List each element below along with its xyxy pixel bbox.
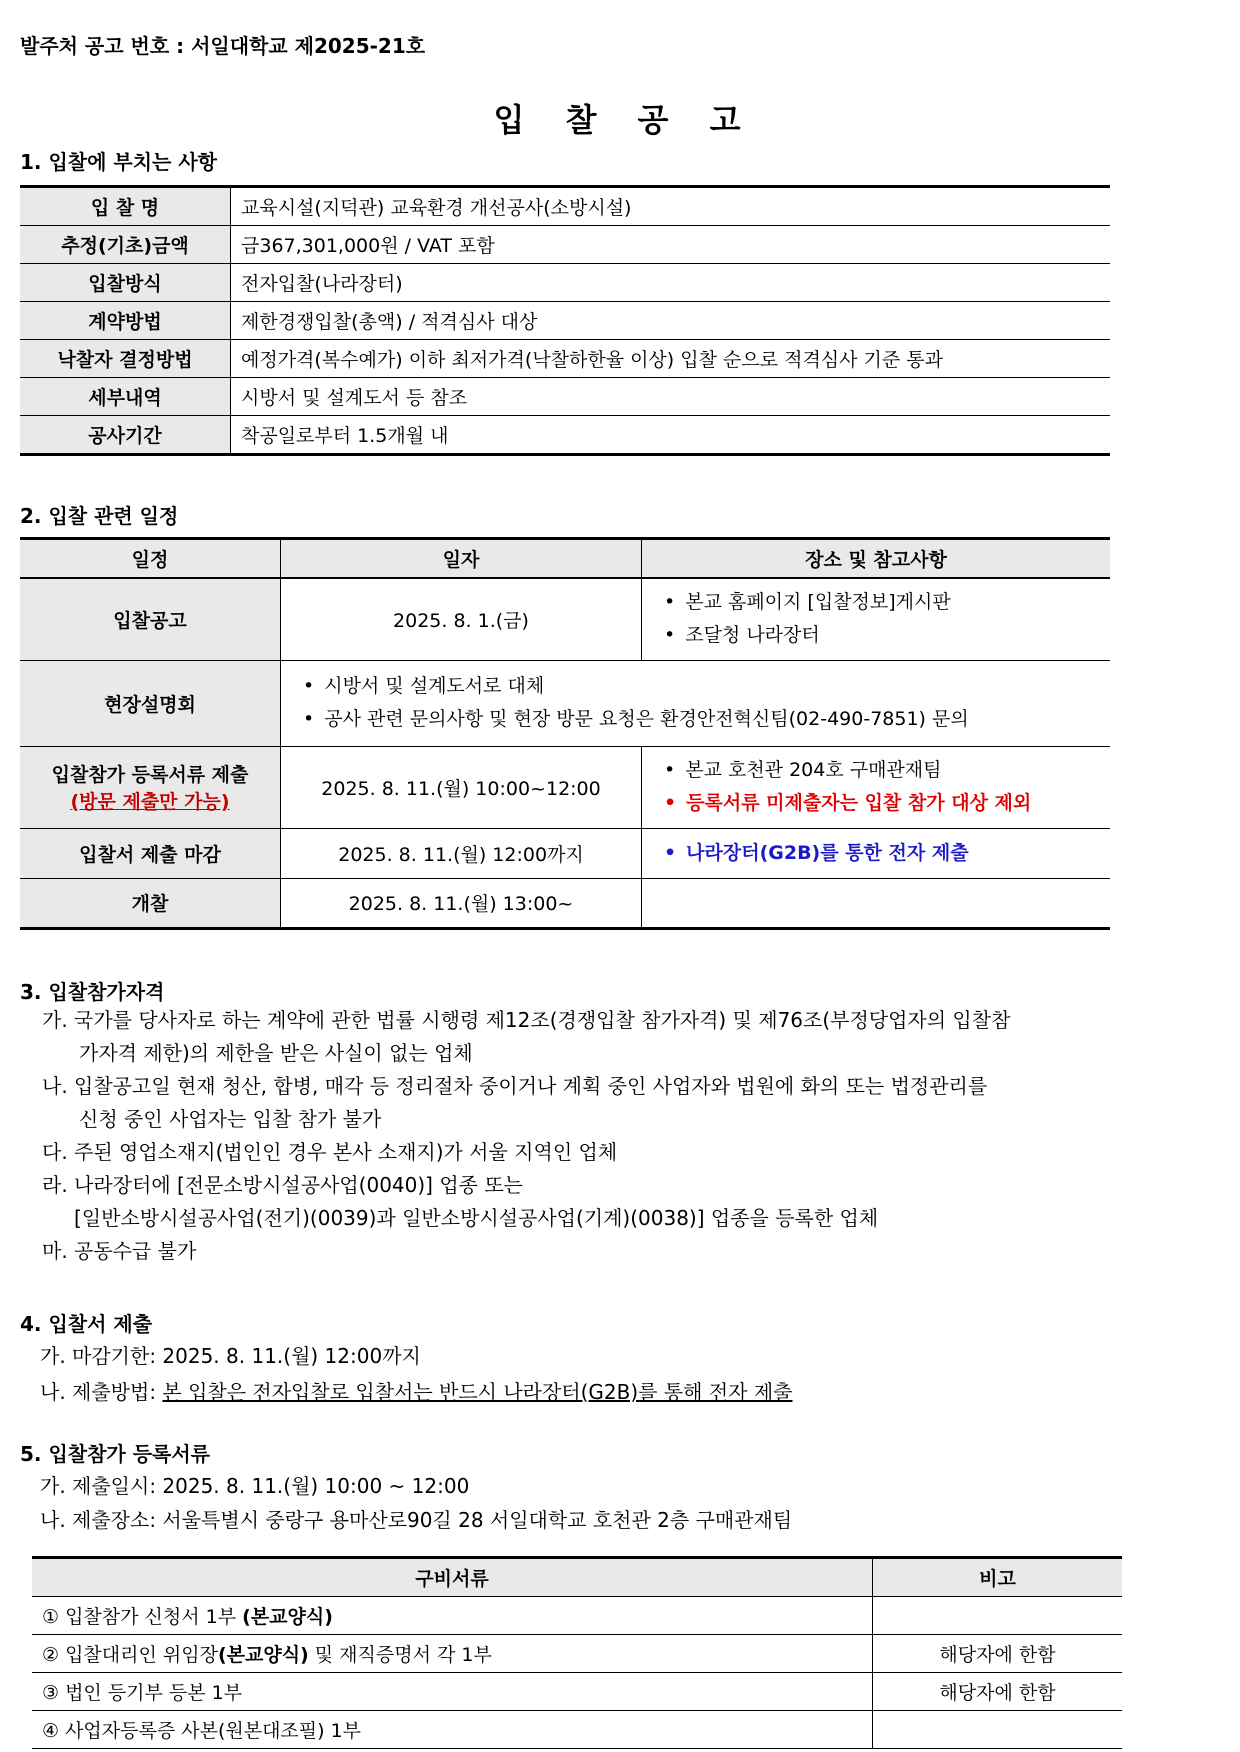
notes-cell <box>281 660 1111 746</box>
document-title: 입 찰 공 고 <box>493 101 747 139</box>
doc-form-note: (본교양식) <box>217 1644 309 1666</box>
date-cell: 2025. 8. 1.(금) <box>281 578 642 660</box>
table-row <box>20 302 1110 340</box>
bid-info-table <box>20 185 1110 456</box>
doc-text: ① 입찰참가 신청서 1부 <box>42 1606 243 1628</box>
doc-note: 해당자에 한함 <box>873 1635 1123 1673</box>
visit-only-note: (방문 제출만 가능) <box>70 791 230 813</box>
notice-number: 발주처 공고 번호 : 서일대학교 제2025-21호 <box>20 34 426 58</box>
row-label: 세부내역 <box>20 378 231 416</box>
note-item: • 본교 홈페이지 [입찰정보]게시판 <box>668 586 1100 619</box>
schedule-table <box>20 537 1110 930</box>
date-cell: 2025. 8. 11.(월) 13:00~ <box>281 878 642 928</box>
notes-cell <box>642 578 1111 660</box>
row-label: 공사기간 <box>20 416 231 455</box>
table-row <box>20 878 1110 928</box>
doc-cell <box>32 1635 873 1673</box>
doc-form-note: (본교양식) <box>242 1606 333 1628</box>
doc-note: 해당자에 한함 <box>873 1673 1123 1711</box>
section5-heading: 5. 입찰참가 등록서류 <box>20 1442 210 1466</box>
table-row <box>20 828 1110 878</box>
note-item: • 본교 호천관 204호 구매관재팀 <box>668 754 1100 787</box>
table-row <box>20 746 1110 828</box>
warning-note: • 등록서류 미제출자는 입찰 참가 대상 제외 <box>668 787 1100 820</box>
table-row <box>20 660 1110 746</box>
doc-text: ④ 사업자등록증 사본(원본대조필) 1부 <box>42 1720 362 1742</box>
table-row <box>20 378 1110 416</box>
date-cell: 2025. 8. 11.(월) 10:00~12:00 <box>281 746 642 828</box>
row-value: 금367,301,000원 / VAT 포함 <box>231 226 1111 264</box>
schedule-cell: 개찰 <box>20 878 281 928</box>
table-row <box>32 1711 1122 1749</box>
submission-deadline: 가. 마감기한: 2025. 8. 11.(월) 12:00까지 <box>40 1344 421 1368</box>
table-row <box>32 1597 1122 1635</box>
col-header: 비고 <box>873 1558 1123 1597</box>
docs-place: 나. 제출장소: 서울특별시 중랑구 용마산로90길 28 서일대학교 호천관 2층 구매관재팀 <box>40 1508 793 1532</box>
table-row <box>20 264 1110 302</box>
table-row <box>32 1673 1122 1711</box>
row-label: 추정(기초)금액 <box>20 226 231 264</box>
required-docs-table <box>32 1556 1122 1749</box>
schedule-cell: 입찰서 제출 마감 <box>20 828 281 878</box>
list-item: 마. 공동수급 불가 <box>42 1239 197 1263</box>
row-label: 입찰방식 <box>20 264 231 302</box>
list-item: 나. 입찰공고일 현재 청산, 합병, 매각 등 정리절차 중이거나 계획 중인 사업자와 법원에 화의 또는 법정관리를 <box>42 1074 988 1098</box>
row-label: 계약방법 <box>20 302 231 340</box>
row-value: 예정가격(복수예가) 이하 최저가격(낙찰하한율 이상) 입찰 순으로 적격심사 기준 통과 <box>231 340 1111 378</box>
list-item: 라. 나라장터에 [전문소방시설공사업(0040)] 업종 또는 <box>42 1173 523 1197</box>
g2b-note: • 나라장터(G2B)를 통한 전자 제출 <box>668 837 1100 870</box>
list-item: 다. 주된 영업소재지(법인인 경우 본사 소재지)가 서울 지역인 업체 <box>42 1140 618 1164</box>
row-label: 입 찰 명 <box>20 187 231 226</box>
section2-heading: 2. 입찰 관련 일정 <box>20 504 179 528</box>
col-header: 구비서류 <box>32 1558 873 1597</box>
row-label: 낙찰자 결정방법 <box>20 340 231 378</box>
table-row <box>20 187 1110 226</box>
submission-method <box>40 1376 792 1409</box>
table-row <box>20 416 1110 455</box>
row-value: 착공일로부터 1.5개월 내 <box>241 425 449 447</box>
note-item: • 시방서 및 설계도서로 대체 <box>307 670 1100 703</box>
row-value: 제한경쟁입찰(총액) / 적격심사 대상 <box>231 302 1111 340</box>
list-item-cont: 가자격 제한)의 제한을 받은 사실이 없는 업체 <box>79 1041 473 1065</box>
doc-text: ③ 법인 등기부 등본 1부 <box>42 1682 243 1704</box>
row-value: 전자입찰(나라장터) <box>231 264 1111 302</box>
table-row <box>20 340 1110 378</box>
list-item-cont: 신청 중인 사업자는 입찰 참가 불가 <box>79 1107 382 1131</box>
doc-cell <box>32 1711 873 1749</box>
doc-text: ② 입찰대리인 위임장 <box>42 1644 218 1666</box>
schedule-label: 입찰참가 등록서류 제출 <box>51 764 249 786</box>
note-item: • 조달청 나라장터 <box>668 619 1100 652</box>
table-row <box>32 1635 1122 1673</box>
notes-cell <box>642 828 1111 878</box>
table-header-row <box>32 1558 1122 1597</box>
docs-date: 가. 제출일시: 2025. 8. 11.(월) 10:00 ~ 12:00 <box>40 1474 470 1498</box>
doc-cell <box>32 1673 873 1711</box>
section1-heading: 1. 입찰에 부치는 사항 <box>20 150 217 174</box>
date-cell: 2025. 8. 11.(월) 12:00까지 <box>281 828 642 878</box>
notes-cell <box>642 746 1111 828</box>
doc-note <box>873 1597 1123 1635</box>
list-item-cont: [일반소방시설공사업(전기)(0039)과 일반소방시설공사업(기계)(0038)] 업종을 등록한 업체 <box>74 1206 879 1230</box>
method-value: 본 입찰은 전자입찰로 입찰서는 반드시 나라장터(G2B)를 통해 전자 제출 <box>162 1380 793 1404</box>
row-value: 교육시설(지덕관) 교육환경 개선공사(소방시설) <box>231 187 1111 226</box>
list-item: 가. 국가를 당사자로 하는 계약에 관한 법률 시행령 제12조(경쟁입찰 참가자격) 및 제76조(부정당업자의 입찰참 <box>42 1008 1011 1032</box>
qualification-list <box>42 1004 1122 1268</box>
doc-note <box>873 1711 1123 1749</box>
doc-cell <box>32 1597 873 1635</box>
method-label: 나. 제출방법: <box>40 1380 163 1404</box>
schedule-cell <box>20 746 281 828</box>
table-row <box>20 226 1110 264</box>
section3-heading: 3. 입찰참가자격 <box>20 980 165 1004</box>
note-item: • 공사 관련 문의사항 및 현장 방문 요청은 환경안전혁신팀(02-490-7851) 문의 <box>307 703 1100 736</box>
col-header: 일정 <box>20 539 281 579</box>
schedule-cell: 입찰공고 <box>20 578 281 660</box>
schedule-cell: 현장설명회 <box>20 660 281 746</box>
section4-heading: 4. 입찰서 제출 <box>20 1312 153 1336</box>
col-header: 일자 <box>281 539 642 579</box>
table-header-row <box>20 539 1110 579</box>
notes-cell <box>642 878 1111 928</box>
doc-text-suffix: 및 재직증명서 각 1부 <box>308 1644 492 1666</box>
col-header: 장소 및 참고사항 <box>642 539 1111 579</box>
row-value: 시방서 및 설계도서 등 참조 <box>231 378 1111 416</box>
table-row <box>20 578 1110 660</box>
